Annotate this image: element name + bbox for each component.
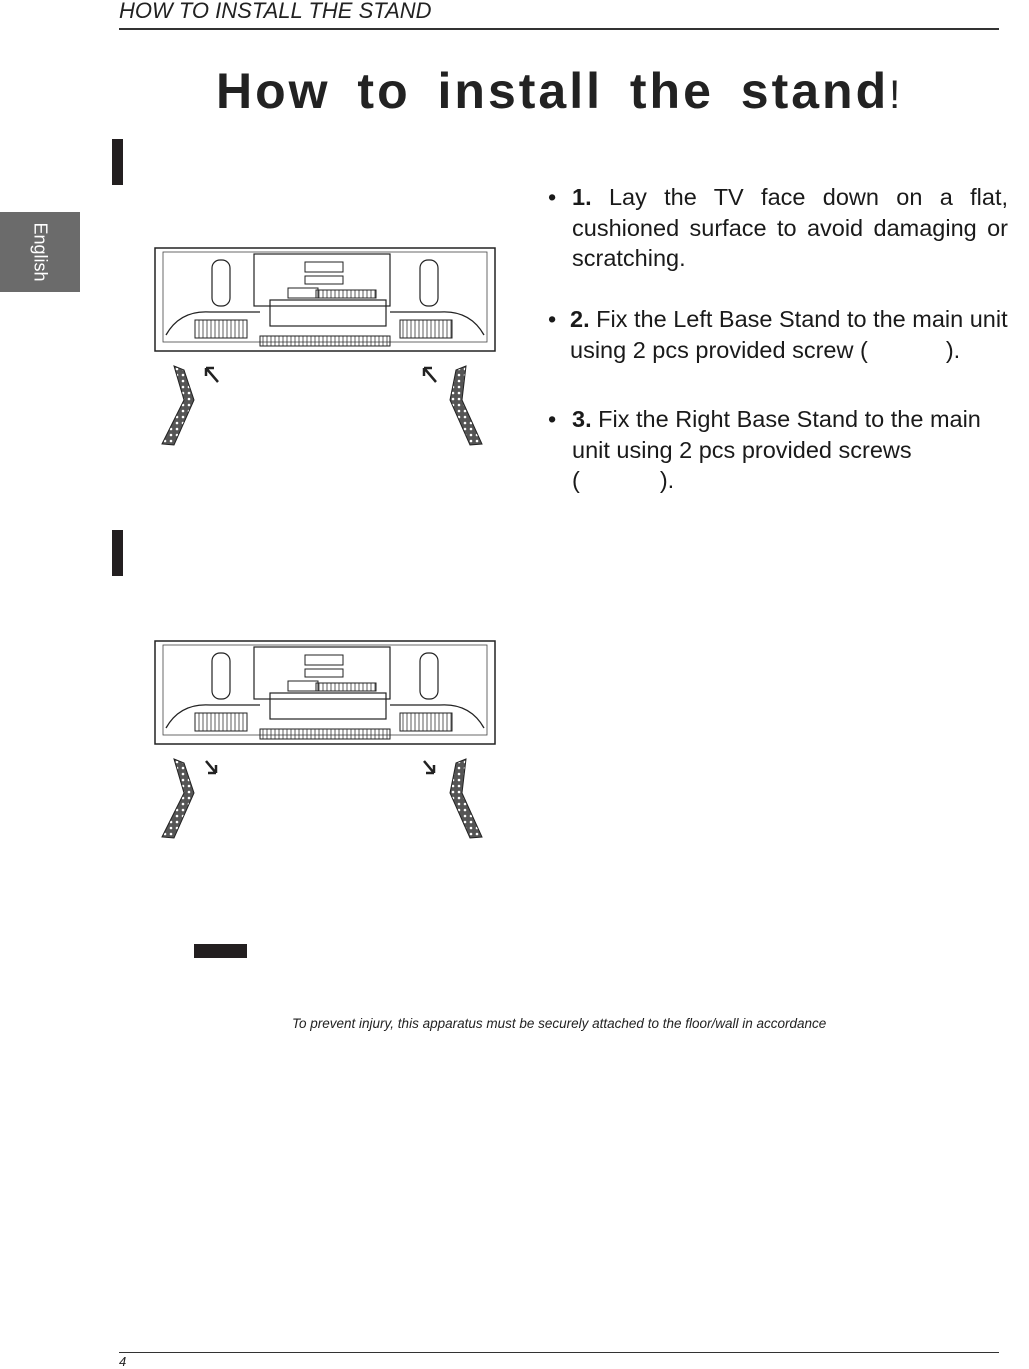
step-2-paren-close: ). <box>945 336 961 363</box>
arrow-left <box>206 368 218 382</box>
note-marker <box>194 944 247 958</box>
arrow-right <box>424 368 436 382</box>
step-2-bullet: • <box>548 306 557 332</box>
language-tab <box>0 212 80 292</box>
stand-leg-right <box>450 759 482 838</box>
step-1-text: Lay the TV face down on a flat, cushioned surface to avoid damaging or scratching. <box>572 184 1008 271</box>
tv-back-panel-icon <box>155 248 495 351</box>
step-3-number: 3. <box>572 406 592 432</box>
diagram-stand-attached <box>150 633 500 843</box>
page-number: 4 <box>119 1354 127 1369</box>
step-1-bullet: • <box>548 184 557 210</box>
step-3-paren-close: ). <box>659 467 675 493</box>
stand-leg-left <box>162 759 194 838</box>
page-title <box>216 62 900 120</box>
language-tab-label: English <box>30 222 51 282</box>
step-1-number: 1. <box>572 184 592 210</box>
arrow-left <box>206 761 216 773</box>
header-divider <box>119 28 999 30</box>
step-2-number: 2. <box>570 306 590 332</box>
arrow-right <box>424 761 434 773</box>
step-2-paren-open: ( <box>859 336 868 363</box>
step-3 <box>548 404 1008 496</box>
stand-leg-right <box>450 366 482 445</box>
note-text: To prevent injury, this apparatus must be securely attached to the floor/wall in accordance <box>292 1016 827 1031</box>
step-3-text: Fix the Right Base Stand to the main unit using 2 pcs provided screws <box>572 406 981 463</box>
step-2 <box>548 304 1029 365</box>
tv-back-panel-icon <box>155 641 495 744</box>
diagram-attach-stand <box>150 240 500 450</box>
section-marker-2 <box>112 530 123 576</box>
footer-divider <box>119 1352 999 1353</box>
page-title-text: How to install the stand <box>216 63 890 119</box>
step-1 <box>548 182 1008 274</box>
running-header: HOW TO INSTALL THE STAND <box>119 0 432 23</box>
step-3-paren-open: ( <box>572 467 580 493</box>
step-2-text: Fix the Left Base Stand to the main unit using 2 pcs provided screw <box>570 306 1008 363</box>
page-title-suffix: ! <box>889 73 901 117</box>
step-3-bullet: • <box>548 406 557 432</box>
section-marker-1 <box>112 139 123 185</box>
stand-leg-left <box>162 366 194 445</box>
